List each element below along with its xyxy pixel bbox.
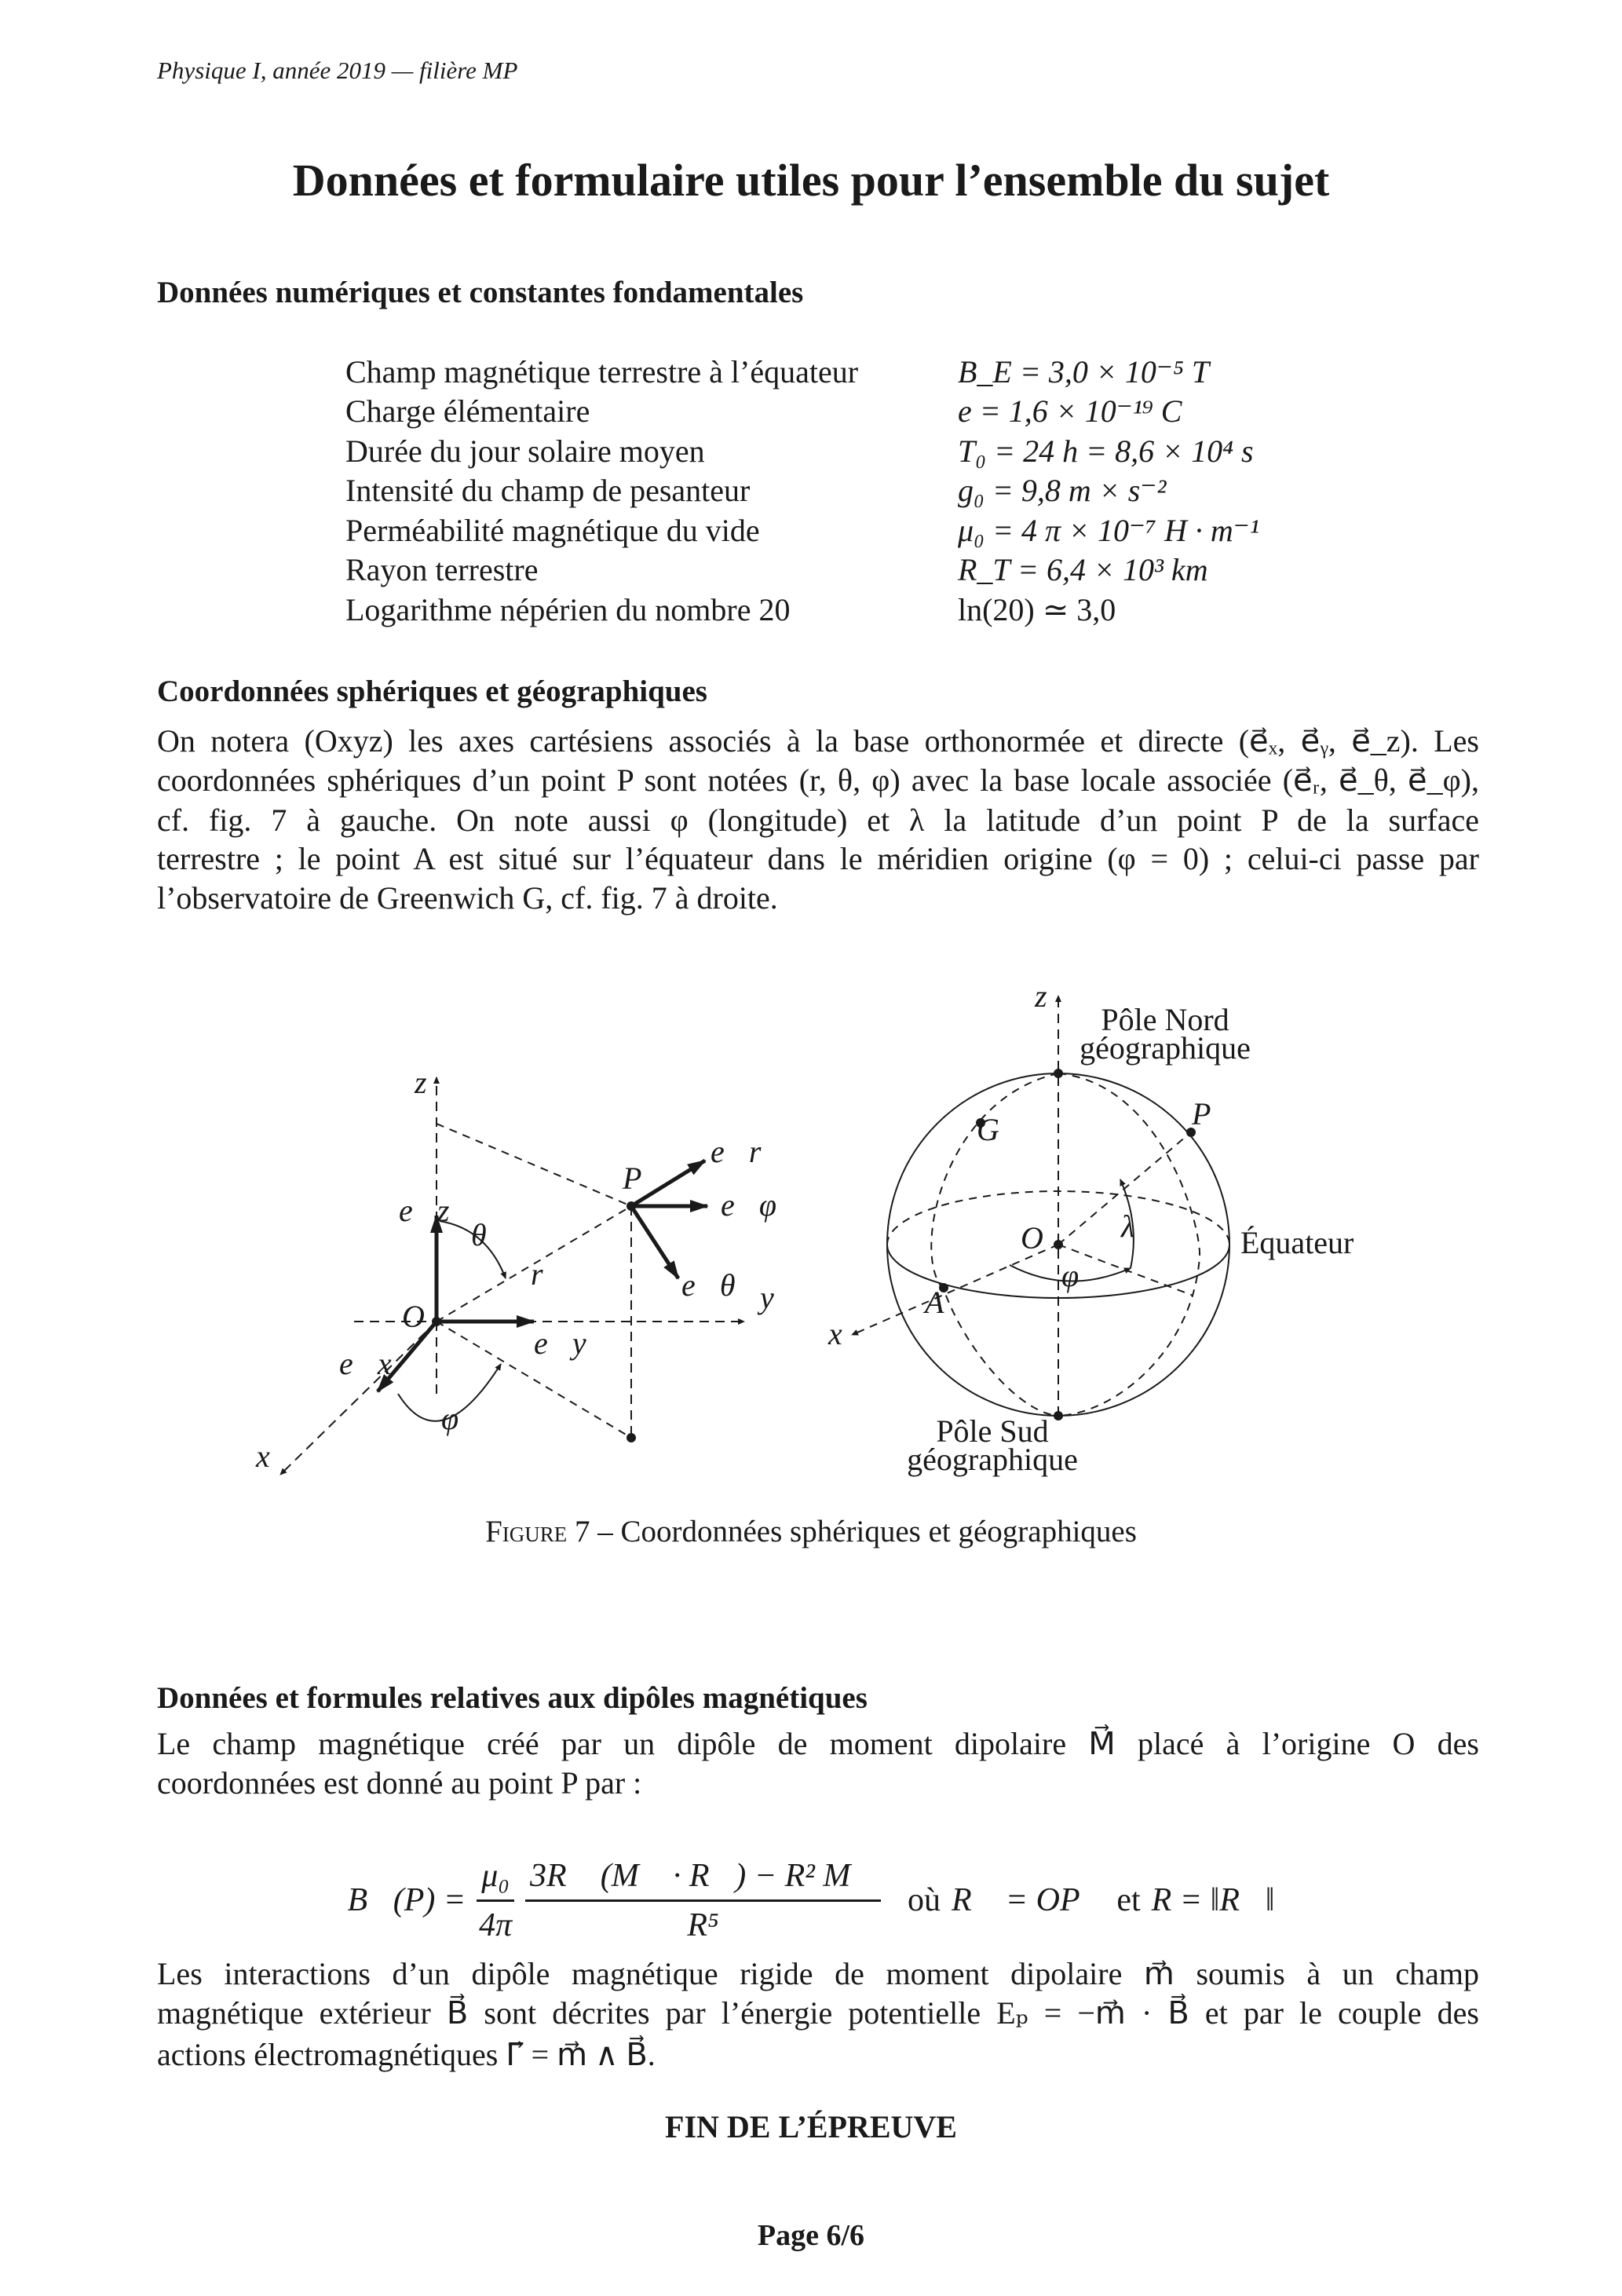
section-heading-coordinates: Coordonnées sphériques et géographiques: [157, 675, 707, 708]
label-A: A: [925, 1285, 944, 1320]
constant-value: B_E = 3,0 × 10⁻⁵ T: [958, 354, 1210, 389]
label-G: G: [977, 1112, 999, 1147]
spherical-coordinates-diagram: [280, 1077, 744, 1475]
paragraph-line: On notera (Oxyz) les axes cartésiens associés à la base orthonormée et directe (e⃗ₓ, e⃗ᵧ, e⃗_z). Les: [157, 723, 1479, 759]
paragraph-line: Les interactions d’un dipôle magnétique rigide de moment dipolaire m⃗ soumis à un champ: [157, 1956, 1479, 1991]
constant-label: Logarithme népérien du nombre 20: [345, 592, 791, 627]
formula-and: et: [1116, 1882, 1141, 1918]
paragraph-line: magnétique extérieur B⃗ sont décrites par l’énergie potentielle Eₚ = −m⃗ · B⃗ et par le couple des: [157, 1995, 1479, 2031]
label-phi: φ: [441, 1401, 459, 1436]
label-ephi: e⃗φ: [721, 1187, 776, 1223]
label-equator: Équateur: [1240, 1225, 1354, 1260]
dipole-field-formula: [0, 1830, 1622, 1971]
denominator: R⁵: [687, 1907, 719, 1943]
constant-value: R_T = 6,4 × 10³ km: [958, 552, 1208, 587]
running-header: Physique I, année 2019 — filière MP: [157, 57, 518, 84]
formula-def-norm: R = ‖R⃗‖: [1151, 1882, 1275, 1918]
label-ex: e⃗x: [339, 1346, 392, 1381]
constant-label: Durée du jour solaire moyen: [345, 433, 705, 469]
label-P: P: [623, 1161, 642, 1196]
label-north-pole: Pôle Nord: [1101, 1002, 1229, 1037]
label-z: z: [415, 1065, 427, 1100]
formula-lhs: B⃗(P) =: [347, 1882, 466, 1918]
x-axis: [280, 1322, 437, 1475]
label-r: r: [531, 1256, 543, 1292]
constant-label: Rayon terrestre: [345, 552, 539, 587]
label-ey: e⃗y: [534, 1325, 586, 1361]
paragraph-line: cf. fig. 7 à gauche. On note aussi φ (longitude) et λ la latitude d’un point P de la surface: [157, 803, 1479, 838]
paragraph-line: l’observatoire de Greenwich G, cf. fig. 7 à droite.: [157, 880, 778, 916]
paragraph-line: coordonnées sphériques d’un point P sont notées (r, θ, φ) avec la base locale associée (e⃗ᵣ, e⃗_θ, e⃗_φ),: [157, 762, 1479, 798]
label-north-pole-2: géographique: [1080, 1030, 1251, 1066]
paragraph-line: terrestre ; le point A est situé sur l’équateur dans le méridien origine (φ = 0) ; celui-ci passe par: [157, 841, 1479, 876]
paragraph-line: coordonnées est donné au point P par :: [157, 1765, 642, 1801]
label-z-right: z: [1035, 978, 1047, 1014]
paragraph-line: actions électromagnétiques Γ⃗ = m⃗ ∧ B⃗.: [157, 2037, 656, 2072]
page-number: Page 6/6: [757, 2219, 865, 2252]
coef-denominator: 4π: [479, 1907, 513, 1943]
constant-value: ln(20) ≃ 3,0: [958, 592, 1116, 627]
vector-er: [631, 1161, 705, 1206]
main-fraction: [525, 1857, 881, 1944]
figure-caption: [0, 1514, 1622, 1549]
section-heading-constants: Données numériques et constantes fondamentales: [157, 276, 804, 309]
paragraph-line: Le champ magnétique créé par un dipôle de moment dipolaire M⃗ placé à l’origine O des: [157, 1726, 1479, 1761]
constant-label: Intensité du champ de pesanteur: [345, 473, 751, 508]
label-P-right: P: [1192, 1096, 1211, 1132]
constant-label: Perméabilité magnétique du vide: [345, 513, 760, 548]
label-phi-right: φ: [1061, 1258, 1080, 1293]
constant-value: e = 1,6 × 10⁻¹⁹ C: [958, 393, 1182, 429]
formula-def-R: R⃗ = OP⃗: [951, 1882, 1106, 1918]
constant-value: T₀ = 24 h = 8,6 × 10⁴ s: [958, 433, 1254, 469]
caption-text: – Coordonnées sphériques et géographiques: [590, 1515, 1137, 1548]
label-x: x: [256, 1439, 270, 1474]
label-south-pole: Pôle Sud: [936, 1413, 1049, 1449]
constant-label: Charge élémentaire: [345, 393, 590, 429]
caption-label: Figure 7: [485, 1515, 590, 1548]
end-of-exam: FIN DE L’ÉPREUVE: [665, 2109, 957, 2144]
label-ez: e⃗z: [399, 1193, 450, 1228]
label-y: y: [760, 1280, 774, 1315]
coefficient-fraction: [477, 1857, 514, 1944]
coef-numerator: μ₀: [477, 1857, 514, 1902]
constant-label: Champ magnétique terrestre à l’équateur: [345, 354, 859, 389]
label-O: O: [402, 1299, 425, 1334]
numerator: 3R⃗ (M⃗ · R⃗) − R² M⃗: [525, 1857, 881, 1902]
P-meridian: [1058, 1073, 1200, 1416]
label-south-pole-2: géographique: [907, 1442, 1078, 1477]
vector-etheta: [631, 1206, 678, 1278]
constant-value: g₀ = 9,8 m × s⁻²: [958, 473, 1167, 508]
label-O-right: O: [1021, 1220, 1043, 1256]
x-axis-right: [852, 1245, 1058, 1335]
label-lambda: λ: [1121, 1208, 1135, 1244]
section-heading-dipoles: Données et formules relatives aux dipôles magnétiques: [157, 1681, 868, 1715]
constant-value: μ₀ = 4 π × 10⁻⁷ H · m⁻¹: [958, 513, 1259, 548]
label-theta: θ: [471, 1217, 487, 1252]
formula-where: où: [907, 1882, 941, 1918]
label-er: e⃗r: [711, 1134, 762, 1169]
label-etheta: e⃗θ: [681, 1267, 736, 1303]
label-x-right: x: [828, 1316, 842, 1351]
page-title: Données et formulaire utiles pour l’ensemble du sujet: [292, 155, 1330, 206]
